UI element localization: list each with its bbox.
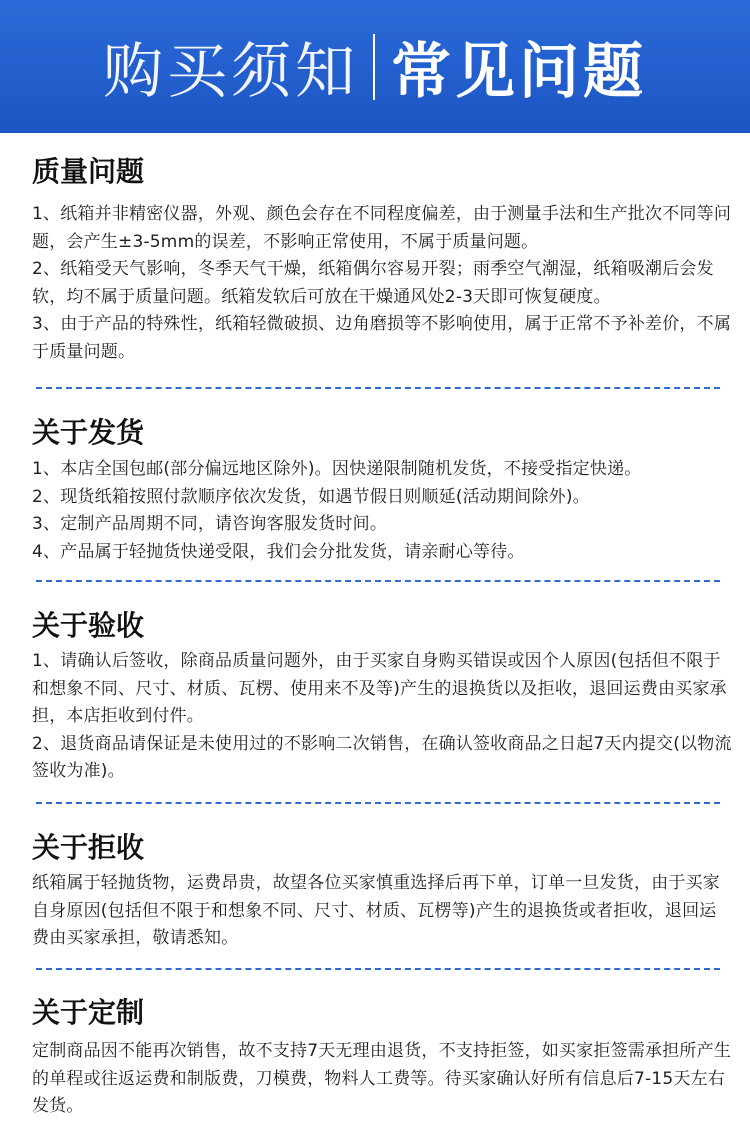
list-item: 2、纸箱受天气影响，冬季天气干燥，纸箱偶尔容易开裂；雨季空气潮湿，纸箱吸潮后会发软，均不属于质量问题。纸箱发软后可放在干燥通风处2-3天即可恢复硬度。 xyxy=(32,259,714,307)
list-item: 纸箱属于轻抛货物，运费昂贵，故望各位买家慎重选择后再下单，订单一旦发货，由于买家自身原因(包括但不限于和想象不同、尺寸、材质、瓦楞等)产生的退换货或者拒收，退回运费由买家承担，敬请悉知。 xyxy=(32,873,720,948)
list-item: 1、请确认后签收，除商品质量问题外，由于买家自身购买错误或因个人原因(包括但不限于和想象不同、尺寸、材质、瓦楞、使用来不及等)产生的退换货以及拒收，退回运费由买家承担，本店拒收到付件。 xyxy=(32,651,727,726)
banner-title-purchase-notice: 购买须知 xyxy=(103,36,359,107)
dashed-divider xyxy=(36,387,720,389)
section-title-acceptance: 关于验收 xyxy=(32,609,145,642)
section-title-rejection: 关于拒收 xyxy=(32,831,145,864)
section-body-shipping xyxy=(32,456,732,566)
banner-title-faq: 常见问题 xyxy=(391,36,647,107)
section-body-acceptance xyxy=(32,648,732,786)
section-body-customization xyxy=(32,1038,732,1121)
list-item: 4、产品属于轻抛货快递受限，我们会分批发货，请亲耐心等待。 xyxy=(32,541,525,562)
section-title-quality: 质量问题 xyxy=(32,155,145,188)
section-title-customization: 关于定制 xyxy=(32,996,145,1029)
section-title-shipping: 关于发货 xyxy=(32,416,145,449)
dashed-divider xyxy=(36,580,720,582)
list-item: 2、退货商品请保证是未使用过的不影响二次销售，在确认签收商品之日起7天内提交(以物流签收为准)。 xyxy=(32,733,732,781)
list-item: 定制商品因不能再次销售，故不支持7天无理由退货，不支持拒签，如买家拒签需承担所产生的单程或往返运费和制版费，刀模费，物料人工费等。待买家确认好所有信息后7-15天左右发货。 xyxy=(32,1041,732,1116)
list-item: 2、现货纸箱按照付款顺序依次发货，如遇节假日则顺延(活动期间除外)。 xyxy=(32,486,590,507)
list-item: 1、本店全国包邮(部分偏远地区除外)。因快递限制随机发货，不接受指定快递。 xyxy=(32,459,642,479)
banner-separator xyxy=(373,34,375,100)
header-banner xyxy=(0,0,750,133)
dashed-divider xyxy=(36,802,720,804)
section-body-quality xyxy=(32,201,732,366)
dashed-divider xyxy=(36,968,720,970)
section-body-rejection xyxy=(32,870,732,953)
list-item: 3、由于产品的特殊性，纸箱轻微破损、边角磨损等不影响使用，属于正常不予补差价，不属于质量问题。 xyxy=(32,314,732,362)
list-item: 3、定制产品周期不同，请咨询客服发货时间。 xyxy=(32,514,388,534)
list-item: 1、纸箱并非精密仪器，外观、颜色会存在不同程度偏差，由于测量手法和生产批次不同等问题，会产生±3-5mm的误差，不影响正常使用，不属于质量问题。 xyxy=(32,204,732,252)
